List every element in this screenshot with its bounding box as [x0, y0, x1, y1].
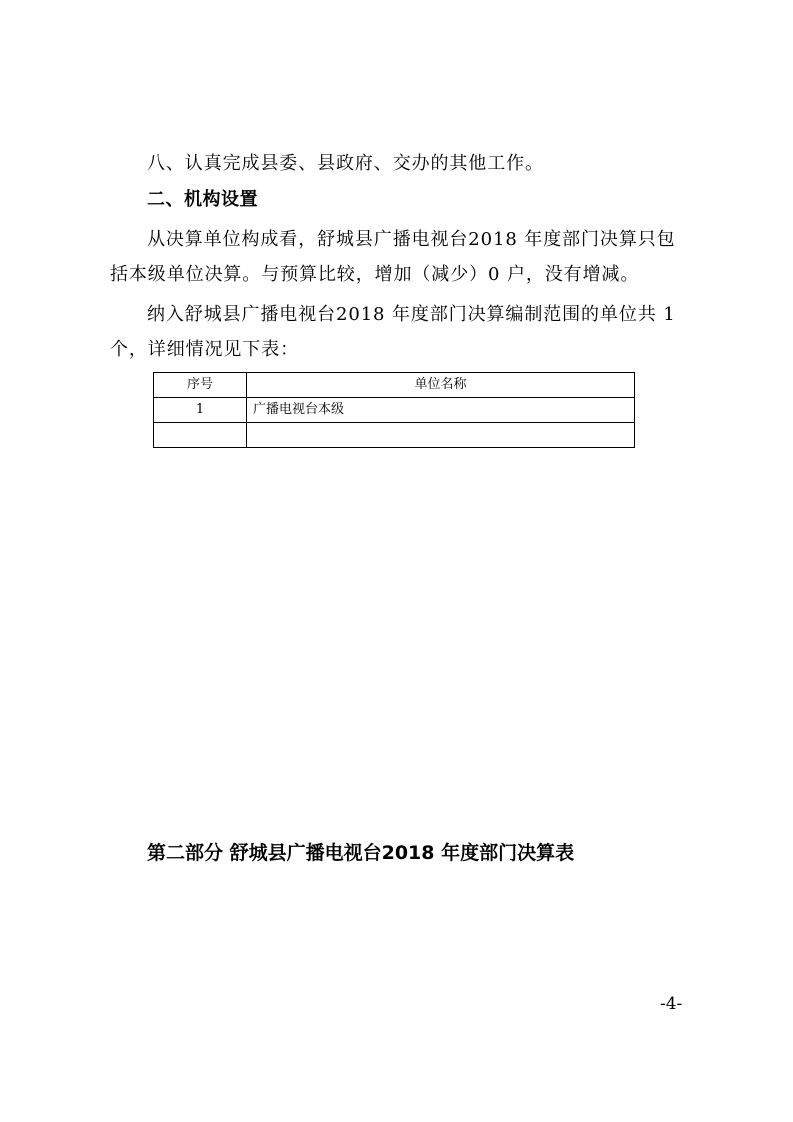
- item-eight-text: 八、认真完成县委、县政府、交办的其他工作。: [147, 153, 544, 174]
- table-cell-seq: [154, 423, 247, 448]
- table-cell-seq: 1: [154, 398, 247, 423]
- paragraph-composition-line2: 括本级单位决算。与预算比较，增加（减少）0 户，没有增减。: [110, 264, 640, 285]
- page-number: -4-: [660, 994, 683, 1014]
- paragraph-scope-line1: 纳入舒城县广播电视台2018 年度部门决算编制范围的单位共 1: [147, 304, 676, 325]
- table-row: [154, 423, 635, 448]
- table-row: [154, 398, 635, 423]
- paragraph-composition-line1: 从决算单位构成看，舒城县广播电视台2018 年度部门决算只包: [147, 229, 676, 250]
- table-header-unit-name: 单位名称: [247, 373, 635, 398]
- paragraph-scope-line2: 个，详细情况见下表：: [110, 339, 299, 360]
- table-cell-unit-name: [247, 423, 635, 448]
- table-cell-unit-name: 广播电视台本级: [247, 398, 635, 423]
- table-header-seq: 序号: [154, 373, 247, 398]
- table-header-row: [154, 373, 635, 398]
- part-two-title: 第二部分 舒城县广播电视台2018 年度部门决算表: [147, 842, 575, 864]
- unit-table: [153, 372, 635, 448]
- section-heading-organization: 二、机构设置: [147, 189, 258, 210]
